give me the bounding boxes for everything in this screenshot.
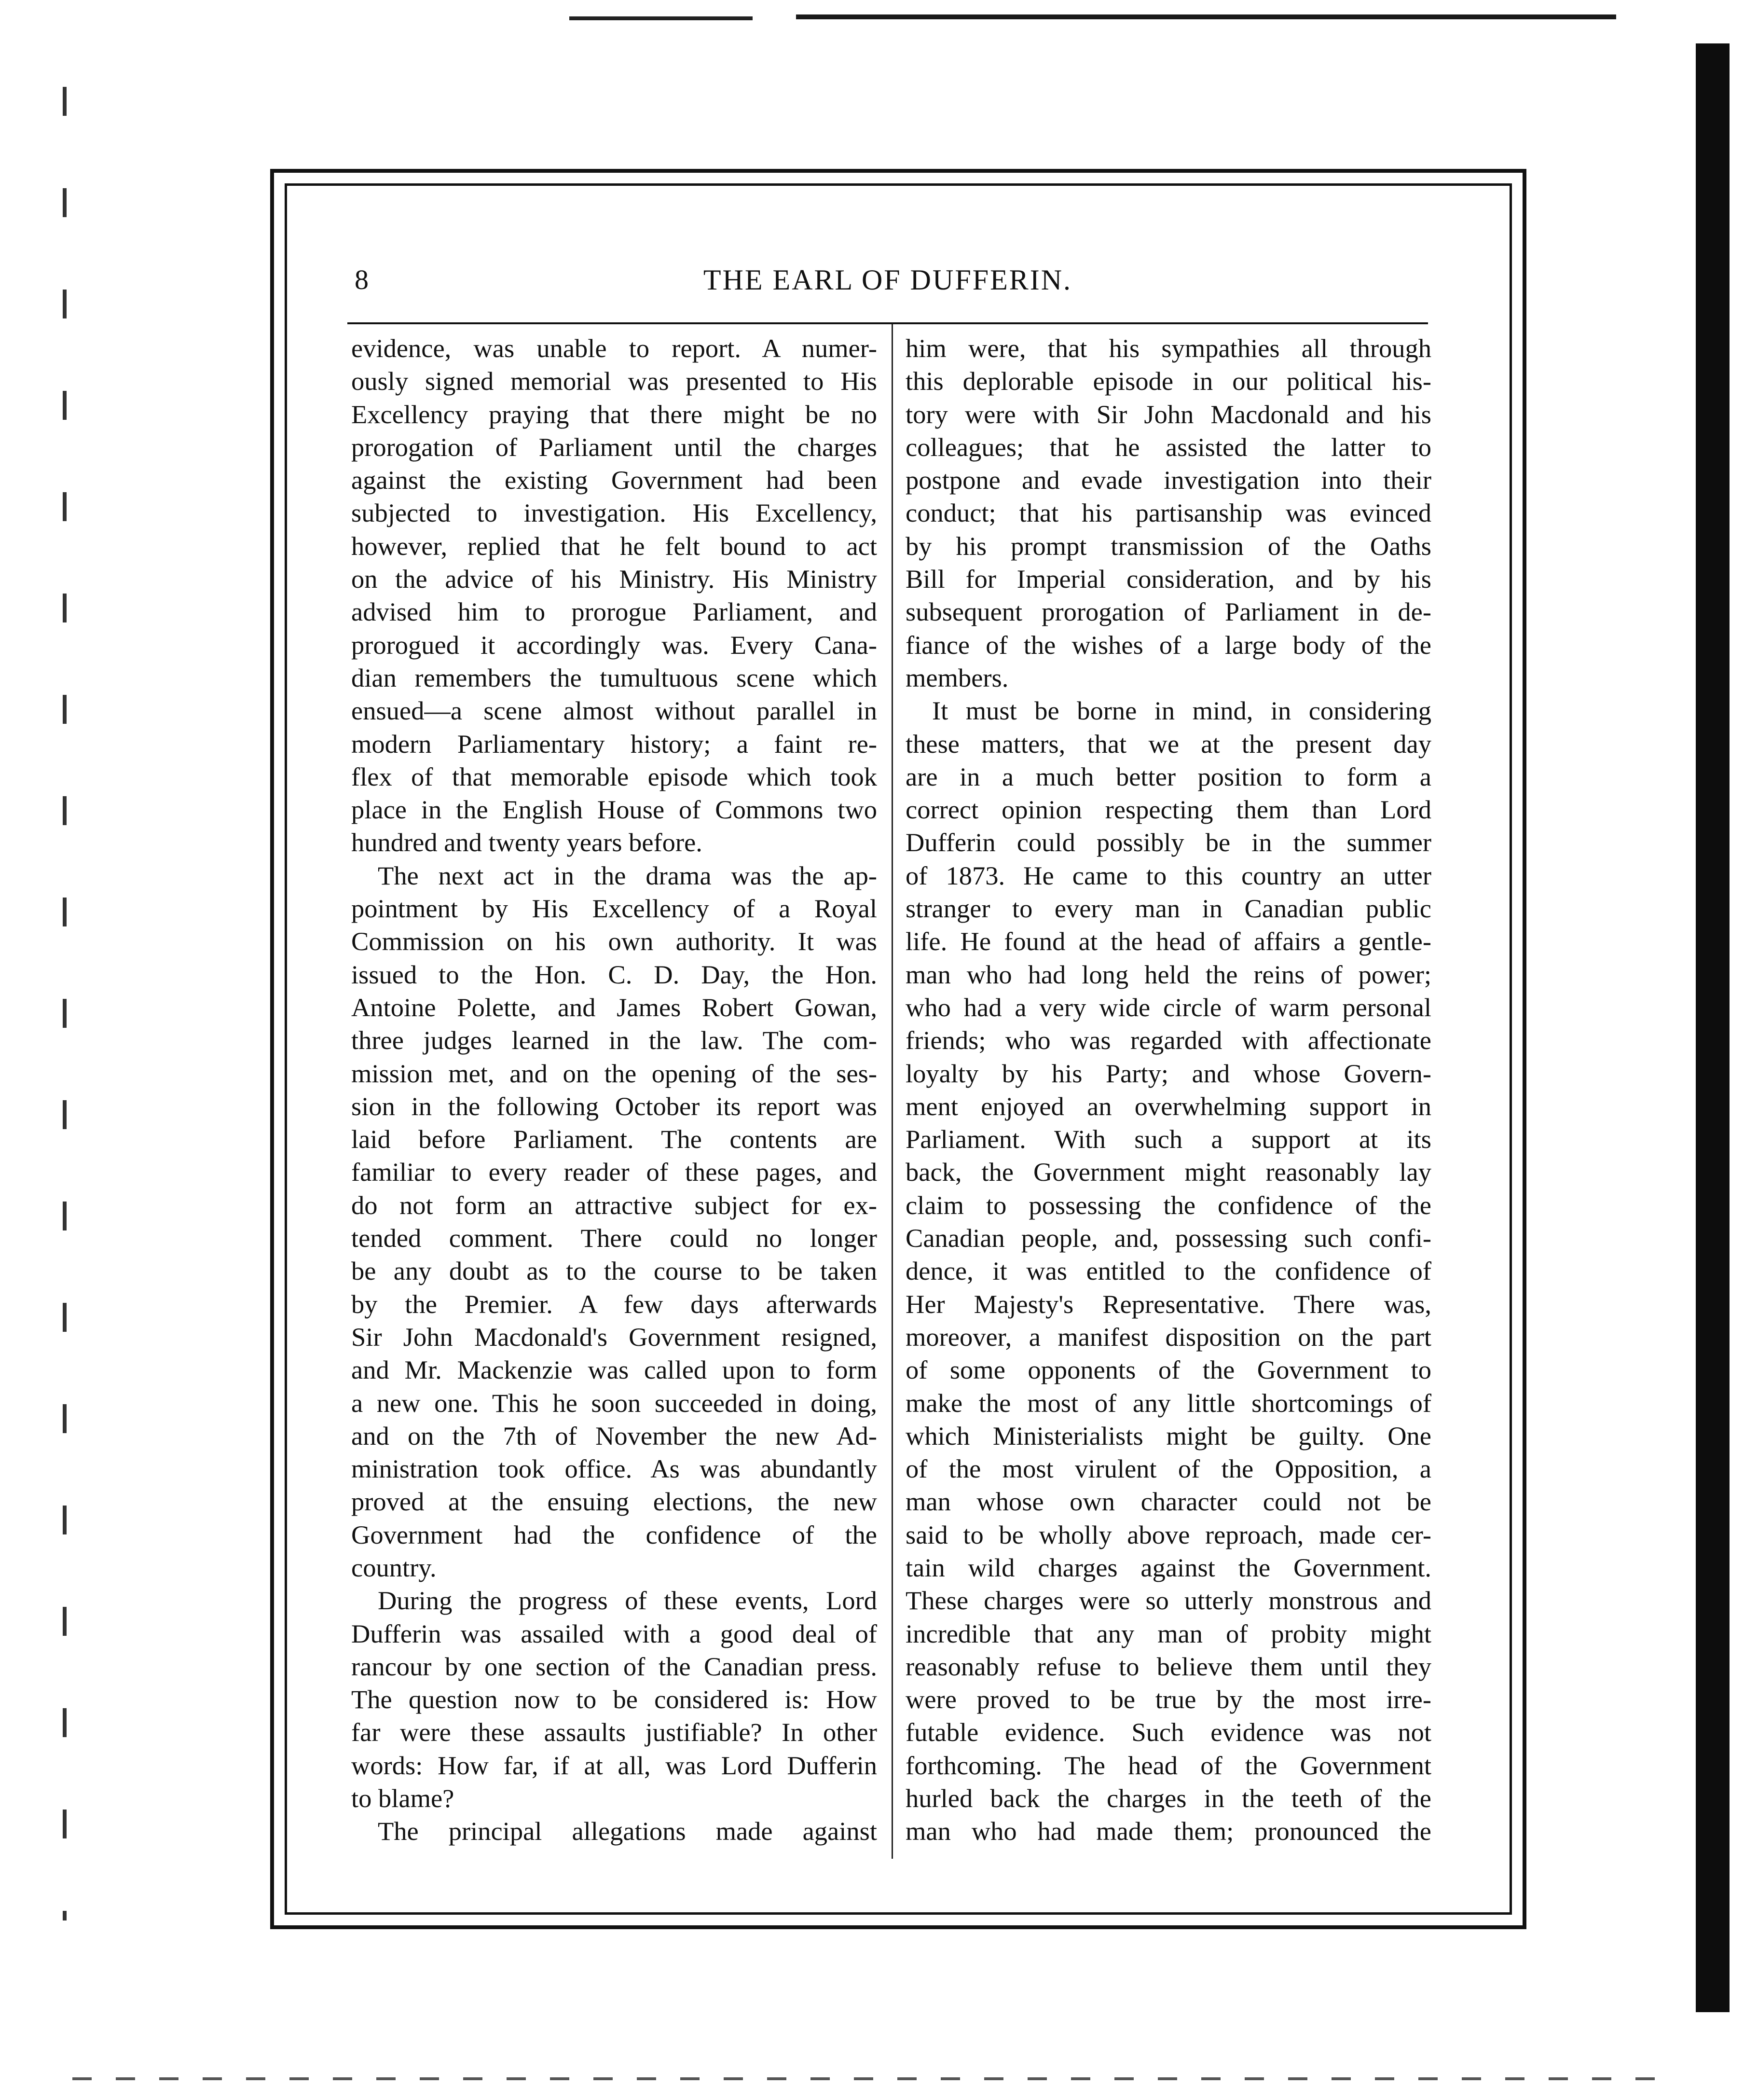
header-rule [347, 322, 1428, 324]
left-column-text-line: words: How far, if at all, was Lord Dufferin [351, 1750, 877, 1780]
left-column-text-line: tended comment. There could no longer [351, 1223, 877, 1253]
left-column-text-line: country. [351, 1552, 437, 1582]
right-column-text-line: futable evidence. Such evidence was not [906, 1717, 1431, 1747]
right-column-text-line: these matters, that we at the present day [906, 729, 1431, 759]
right-column-text-line: reasonably refuse to believe them until they [906, 1651, 1431, 1681]
scan-artifact-top-rule [796, 14, 1616, 19]
right-column-text-line: fiance of the wishes of a large body of the [906, 630, 1431, 660]
left-column-text-line: evidence, was unable to report. A numer- [351, 333, 877, 363]
left-column-text-line: During the progress of these events, Lord [378, 1586, 877, 1616]
right-column-text-line: Dufferin could possibly be in the summer [906, 828, 1431, 857]
left-column [351, 332, 877, 1848]
scan-artifact-left-edge [63, 87, 67, 1920]
left-column-text-line: ously signed memorial was presented to His [351, 366, 877, 396]
right-column-text-line: tory were with Sir John Macdonald and his [906, 399, 1431, 429]
right-column-text-line: Parliament. With such a support at its [906, 1124, 1431, 1154]
left-column-text-line: on the advice of his Ministry. His Ministry [351, 564, 877, 594]
page-number: 8 [355, 264, 369, 295]
right-column-text-line: by his prompt transmission of the Oaths [906, 531, 1431, 561]
right-column-text-line: claim to possessing the confidence of the [906, 1190, 1431, 1220]
right-column-text-line: moreover, a manifest disposition on the part [906, 1322, 1431, 1352]
right-column-text-line: make the most of any little shortcomings of [906, 1388, 1431, 1418]
right-column-text-line: It must be borne in mind, in considering [932, 696, 1431, 726]
right-column-text-line: subsequent prorogation of Parliament in de- [906, 597, 1431, 627]
right-column-text-line: this deplorable episode in our political his- [906, 366, 1431, 396]
right-column-text-line: said to be wholly above reproach, made cer- [906, 1520, 1431, 1549]
right-column-text-line: dence, it was entitled to the confidence of [906, 1256, 1431, 1286]
left-column-text-line: subjected to investigation. His Excellency, [351, 498, 877, 528]
left-column-text-line: sion in the following October its report was [351, 1091, 877, 1121]
right-column-text-line: These charges were so utterly monstrous and [906, 1586, 1431, 1616]
right-column-text-line: correct opinion respecting them than Lord [906, 795, 1431, 825]
left-column-text-line: Sir John Macdonald's Government resigned, [351, 1322, 877, 1352]
scan-artifact-right-bar [1696, 43, 1730, 2012]
left-column-text-line: advised him to prorogue Parliament, and [351, 597, 877, 627]
left-column-text-line: prorogation of Parliament until the charges [351, 432, 877, 462]
left-column-text-line: Commission on his own authority. It was [351, 926, 877, 956]
page-title: THE EARL OF DUFFERIN. [703, 264, 1072, 296]
right-column-text-line: of some opponents of the Government to [906, 1355, 1431, 1385]
right-column-text-line: life. He found at the head of affairs a gentle- [906, 926, 1431, 956]
left-column-text-line: ensued—a scene almost without parallel in [351, 696, 877, 726]
right-column-text-line: Bill for Imperial consideration, and by his [906, 564, 1431, 594]
right-column-text-line: were proved to be true by the most irre- [906, 1685, 1431, 1714]
column-divider [892, 324, 893, 1859]
left-column-text-line: rancour by one section of the Canadian press. [351, 1651, 877, 1681]
running-head [347, 261, 1428, 304]
left-column-text-line: be any doubt as to the course to be taken [351, 1256, 877, 1286]
left-column-text-line: by the Premier. A few days afterwards [351, 1289, 877, 1319]
right-column-text-line: of the most virulent of the Opposition, a [906, 1454, 1431, 1484]
right-column-text-line: conduct; that his partisanship was evinced [906, 498, 1431, 528]
right-column-text-line: him were, that his sympathies all through [906, 333, 1431, 363]
left-column-text-line: and Mr. Mackenzie was called upon to form [351, 1355, 877, 1385]
left-column-text-line: modern Parliamentary history; a faint re- [351, 729, 877, 759]
right-column-text-line: which Ministerialists might be guilty. One [906, 1421, 1431, 1451]
right-column-text-line: friends; who was regarded with affectionate [906, 1025, 1431, 1055]
left-column-text-line: and on the 7th of November the new Ad- [351, 1421, 877, 1451]
left-column-text-line: issued to the Hon. C. D. Day, the Hon. [351, 959, 877, 989]
left-column-text-line: The question now to be considered is: How [351, 1685, 877, 1714]
left-column-text-line: proved at the ensuing elections, the new [351, 1487, 877, 1517]
left-column-text-line: do not form an attractive subject for ex- [351, 1190, 877, 1220]
left-column-text-line: against the existing Government had been [351, 465, 877, 495]
right-column-text-line: ment enjoyed an overwhelming support in [906, 1091, 1431, 1121]
right-column [906, 332, 1431, 1848]
left-column-text-line: The principal allegations made against [378, 1816, 877, 1846]
left-column-text-line: The next act in the drama was the ap- [378, 860, 877, 890]
right-column-text-line: forthcoming. The head of the Government [906, 1750, 1431, 1780]
right-column-text-line: man who had long held the reins of power; [906, 959, 1431, 989]
right-column-text-line: incredible that any man of probity might [906, 1618, 1431, 1648]
scan-artifact-bottom [72, 2077, 1664, 2080]
left-column-text-line: place in the English House of Commons two [351, 795, 877, 825]
left-column-text-line: ministration took office. As was abundantly [351, 1454, 877, 1484]
right-column-text-line: loyalty by his Party; and whose Govern- [906, 1058, 1431, 1088]
right-column-text-line: man whose own character could not be [906, 1487, 1431, 1517]
left-column-text-line: laid before Parliament. The contents are [351, 1124, 877, 1154]
right-column-text-line: hurled back the charges in the teeth of the [906, 1783, 1431, 1813]
right-column-text-line: stranger to every man in Canadian public [906, 894, 1431, 924]
right-column-text-line: colleagues; that he assisted the latter to [906, 432, 1431, 462]
right-column-text-line: back, the Government might reasonably lay [906, 1157, 1431, 1187]
right-column-text-line: are in a much better position to form a [906, 761, 1431, 791]
right-column-text-line: man who had made them; pronounced the [906, 1816, 1431, 1846]
right-column-text-line: postpone and evade investigation into their [906, 465, 1431, 495]
left-column-text-line: prorogued it accordingly was. Every Cana- [351, 630, 877, 660]
left-column-text-line: three judges learned in the law. The com- [351, 1025, 877, 1055]
right-column-text-line: tain wild charges against the Government. [906, 1552, 1431, 1582]
left-column-text-line: a new one. This he soon succeeded in doing, [351, 1388, 877, 1418]
right-column-text-line: members. [906, 663, 1009, 692]
left-column-text-line: dian remembers the tumultuous scene which [351, 663, 877, 692]
left-column-text-line: however, replied that he felt bound to act [351, 531, 877, 561]
left-column-text-line: familiar to every reader of these pages, and [351, 1157, 877, 1187]
left-column-text-line: to blame? [351, 1783, 454, 1813]
left-column-text-line: Government had the confidence of the [351, 1520, 877, 1549]
left-column-text-line: far were these assaults justifiable? In other [351, 1717, 877, 1747]
left-column-text-line: pointment by His Excellency of a Royal [351, 894, 877, 924]
left-column-text-line: mission met, and on the opening of the ses- [351, 1058, 877, 1088]
right-column-text-line: who had a very wide circle of warm personal [906, 992, 1431, 1022]
right-column-text-line: Canadian people, and, possessing such confi- [906, 1223, 1431, 1253]
left-column-text-line: Excellency praying that there might be no [351, 399, 877, 429]
left-column-text-line: Dufferin was assailed with a good deal of [351, 1618, 877, 1648]
left-column-text-line: hundred and twenty years before. [351, 828, 702, 857]
left-column-text-line: flex of that memorable episode which took [351, 761, 877, 791]
left-column-text-line: Antoine Polette, and James Robert Gowan, [351, 992, 877, 1022]
scan-artifact-top-short [569, 16, 753, 20]
right-column-text-line: Her Majesty's Representative. There was, [906, 1289, 1431, 1319]
right-column-text-line: of 1873. He came to this country an utter [906, 860, 1431, 890]
